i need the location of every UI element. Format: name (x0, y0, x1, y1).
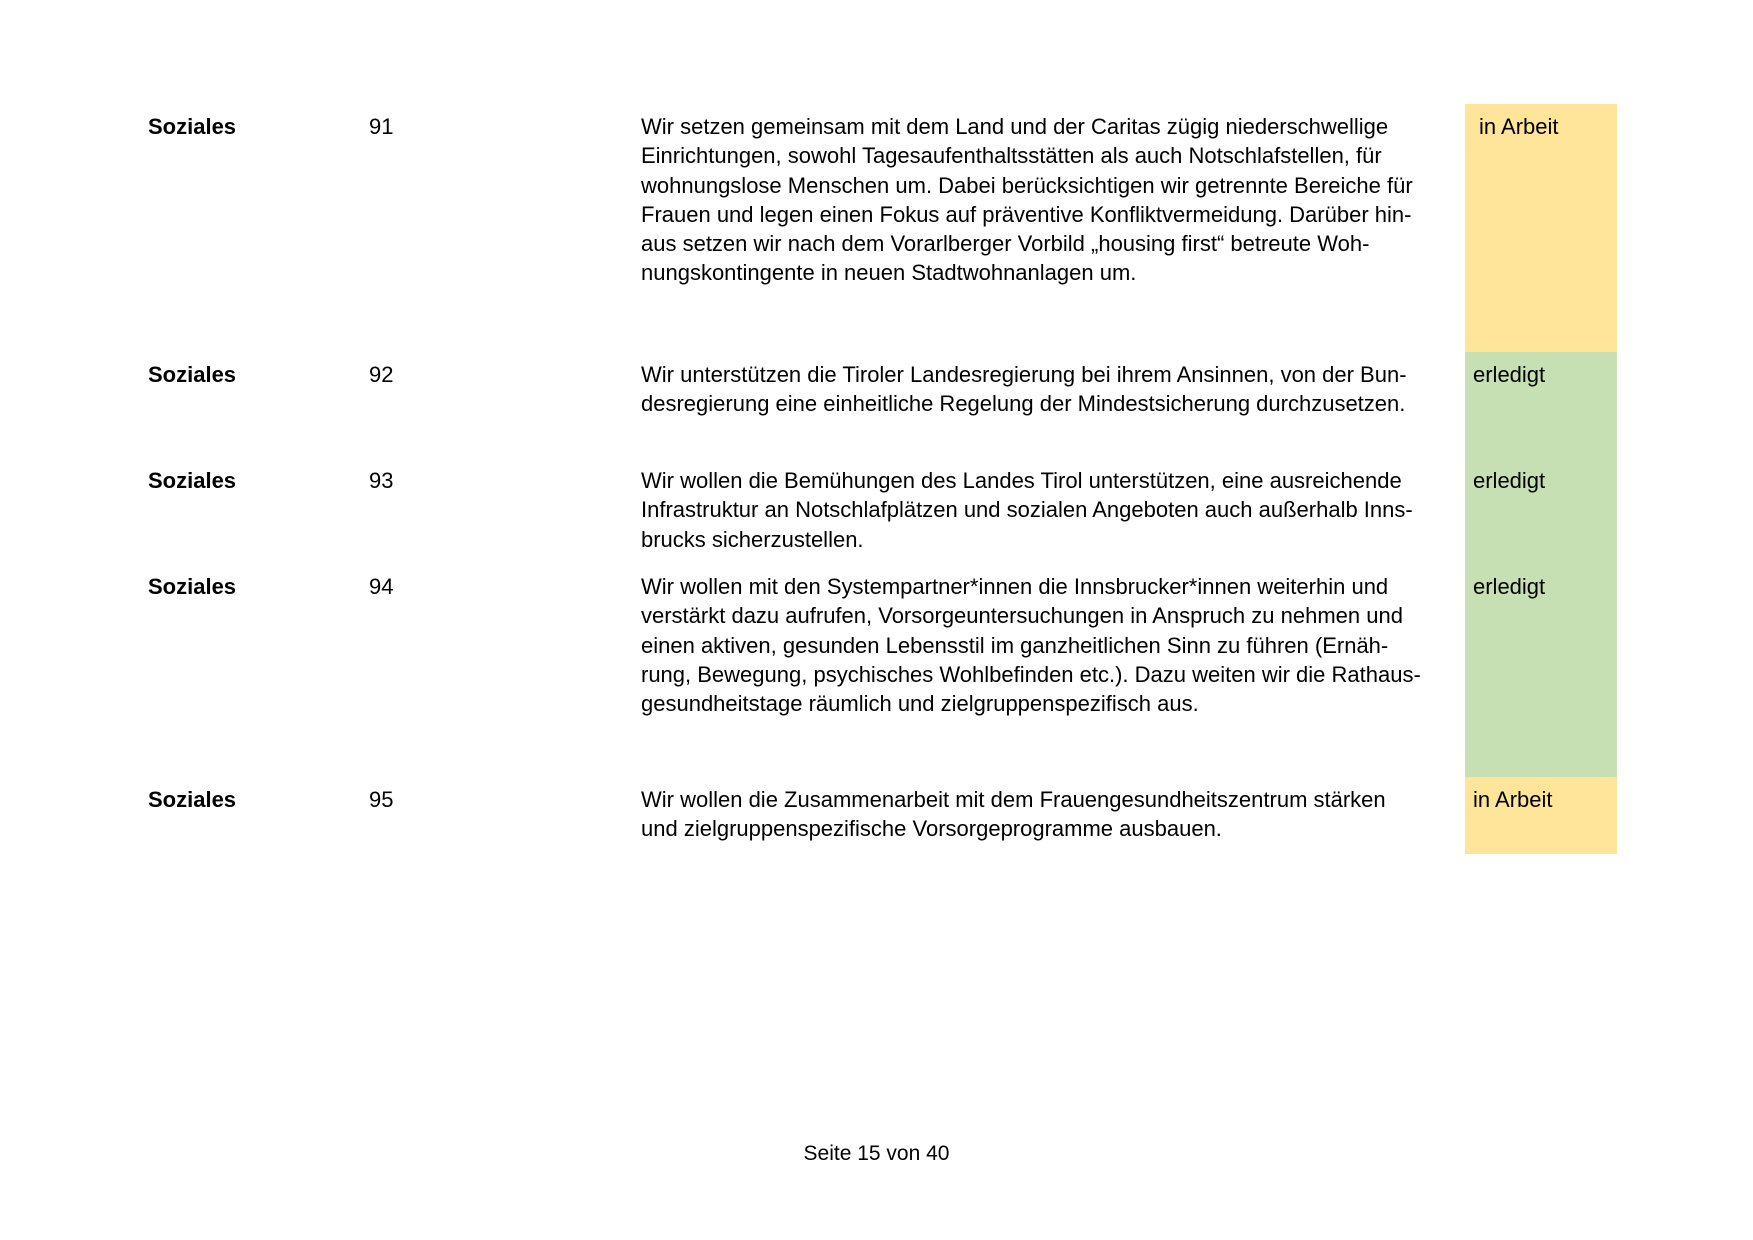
measure-text-cell: Wir setzen gemeinsam mit dem Land und der Caritas zügig niederschwellige Einrichtungen, sowohl Tagesaufenthaltsstätten als auch Notschlafstellen, für wohnungslose Menschen um. Dabei berücksichtigen wir getrennte Bereiche für Frauen und legen einen Fokus auf präventive Konfliktvermeidung. Darüber hin- aus setzen wir nach dem Vorarlberger Vorbild „housing first“ betreute Woh- nungskontingente in neuen Stadtwohnanlagen um. (641, 114, 1413, 286)
status-cell: erledigt (1465, 564, 1617, 777)
number-cell: 93 (369, 468, 394, 493)
measure-text-cell: Wir unterstützen die Tiroler Landesregierung bei ihrem Ansinnen, von der Bun- desregierung eine einheitliche Regelung der Mindestsicherung durchzusetzen. (641, 362, 1407, 417)
status-cell: erledigt (1465, 458, 1617, 564)
measure-text-cell: Wir wollen mit den Systempartner*innen die Innsbrucker*innen weiterhin und verstärkt dazu aufrufen, Vorsorgeuntersuchungen in Anspruch zu nehmen und einen aktiven, gesunden Lebensstil im ganzheitlichen Sinn zu führen (Ernäh- rung, Bewegung, psychisches Wohlbefinden etc.). Dazu weiten wir die Rathaus- gesundheitstage räumlich und zielgruppenspezifisch aus. (641, 574, 1421, 717)
status-cell: in Arbeit (1465, 104, 1617, 352)
page-number-footer: Seite 15 von 40 (803, 1142, 950, 1165)
measure-text-cell: Wir wollen die Bemühungen des Landes Tirol unterstützen, eine ausreichende Infrastruktur an Notschlafplätzen und sozialen Angeboten auch außerhalb Inns- brucks sicherzustellen. (641, 468, 1413, 552)
number-cell: 95 (369, 787, 394, 812)
status-cell: in Arbeit (1465, 777, 1617, 854)
measure-text-cell: Wir wollen die Zusammenarbeit mit dem Frauengesundheitszentrum stärken und zielgruppenspezifische Vorsorgeprogramme ausbauen. (641, 787, 1386, 842)
number-cell: 91 (369, 114, 394, 139)
category-cell: Soziales (148, 787, 237, 812)
category-cell: Soziales (148, 114, 237, 139)
status-cell: erledigt (1465, 352, 1617, 458)
category-cell: Soziales (148, 468, 237, 493)
category-cell: Soziales (148, 362, 237, 387)
category-cell: Soziales (148, 574, 237, 599)
number-cell: 92 (369, 362, 394, 387)
number-cell: 94 (369, 574, 394, 599)
